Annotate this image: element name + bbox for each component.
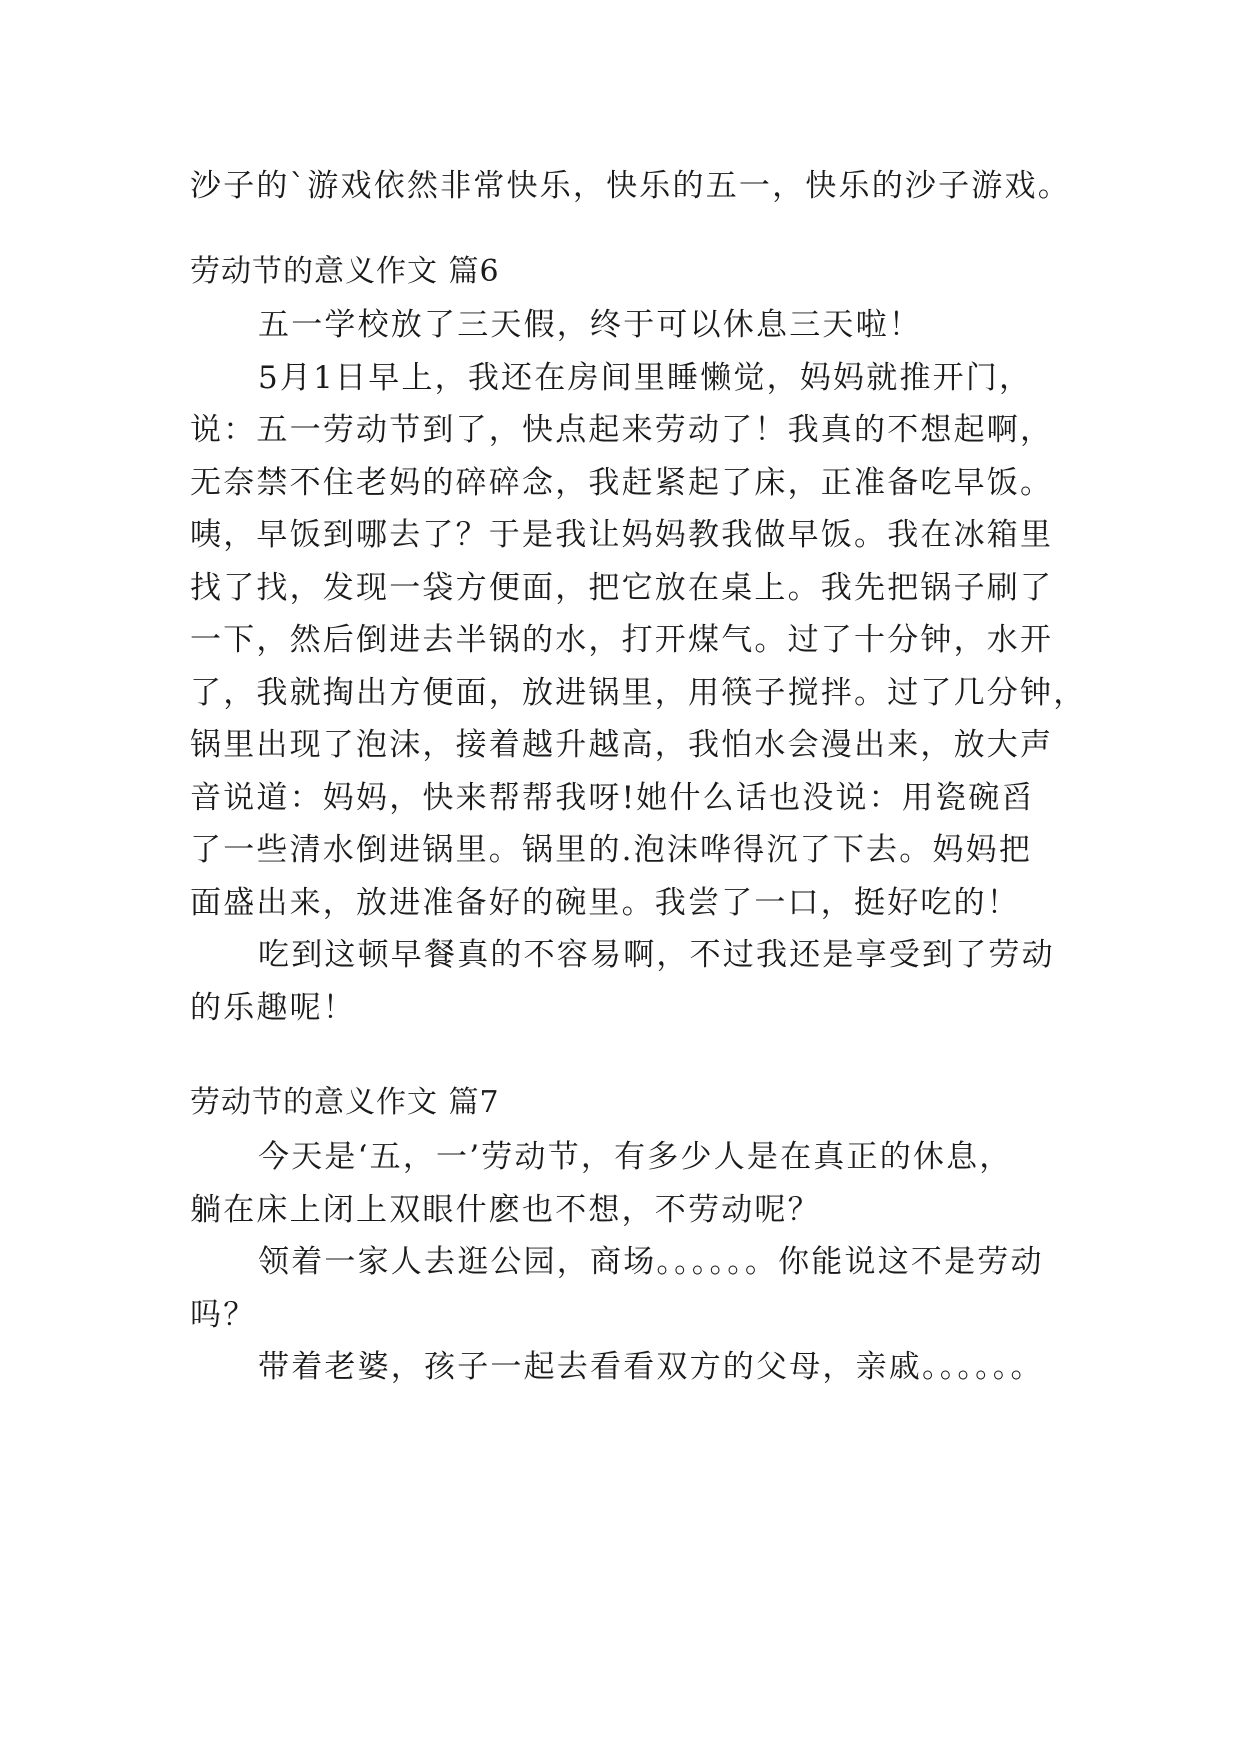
paragraph-line: 五一学校放了三天假，终于可以休息三天啦！ <box>258 307 922 343</box>
paragraph-line: 面盛出来，放进准备好的碗里。我尝了一口，挺好吃的！ <box>190 885 1020 921</box>
paragraph-line: 了，我就掏出方便面，放进锅里，用筷子搅拌。过了几分钟， <box>190 675 1087 711</box>
paragraph-line: 了一些清水倒进锅里。锅里的.泡沫哗得沉了下去。妈妈把 <box>190 832 1033 868</box>
paragraph-line: 沙子的`游戏依然非常快乐，快乐的五一，快乐的沙子游戏。 <box>190 168 1071 204</box>
paragraph-line: 5月1日早上，我还在房间里睡懒觉，妈妈就推开门， <box>258 360 1033 396</box>
paragraph-line: 找了找，发现一袋方便面，把它放在桌上。我先把锅子刷了 <box>190 570 1054 606</box>
paragraph-line: 吃到这顿早餐真的不容易啊，不过我还是享受到了劳动 <box>258 937 1055 973</box>
paragraph-line: 吗？ <box>190 1297 257 1333</box>
paragraph-line: 无奈禁不住老妈的碎碎念，我赶紧起了床，正准备吃早饭。 <box>190 465 1054 501</box>
section-heading-6: 劳动节的意义作文 篇6 <box>190 254 500 289</box>
paragraph-line: 领着一家人去逛公园，商场。。。。。。你能说这不是劳动 <box>258 1244 1044 1280</box>
paragraph-line: 锅里出现了泡沫，接着越升越高，我怕水会漫出来，放大声 <box>190 727 1054 763</box>
paragraph-line: 今天是‘五，一’劳动节，有多少人是在真正的休息， <box>258 1139 1013 1175</box>
paragraph-line: 带着老婆，孩子一起去看看双方的父母，亲戚。。。。。。 <box>258 1349 1044 1385</box>
paragraph-line: 躺在床上闭上双眼什麽也不想，不劳动呢？ <box>190 1192 821 1228</box>
paragraph-line: 的乐趣呢！ <box>190 990 356 1026</box>
paragraph-line: 咦，早饭到哪去了？于是我让妈妈教我做早饭。我在冰箱里 <box>190 517 1054 553</box>
section-heading-7: 劳动节的意义作文 篇7 <box>190 1085 500 1120</box>
paragraph-line: 音说道：妈妈，快来帮帮我呀!她什么话也没说：用瓷碗舀 <box>190 780 1035 816</box>
paragraph-line: 一下，然后倒进去半锅的水，打开煤气。过了十分钟，水开 <box>190 622 1054 658</box>
paragraph-line: 说：五一劳动节到了，快点起来劳动了！我真的不想起啊， <box>190 412 1054 448</box>
